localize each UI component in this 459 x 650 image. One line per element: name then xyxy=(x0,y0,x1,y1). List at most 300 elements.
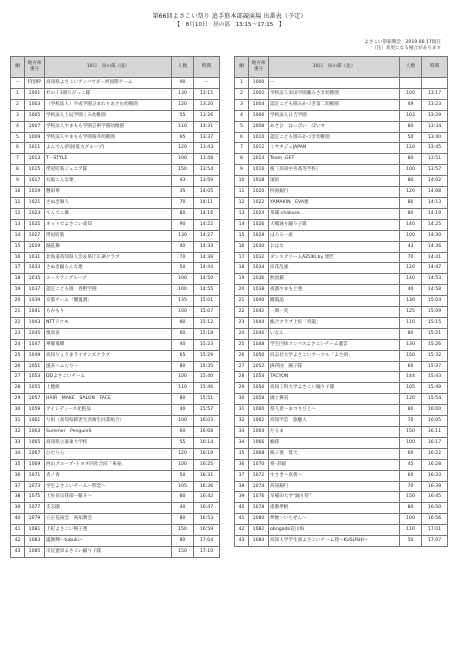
table-row xyxy=(235,121,448,132)
local-no-cell: 1059 xyxy=(25,405,45,416)
team-name-cell: 立正佼成会 高知教会 xyxy=(45,514,172,525)
order-cell: 18 xyxy=(11,274,25,285)
time-cell: 15:18 xyxy=(194,328,220,339)
time-cell: 15:37 xyxy=(422,361,448,372)
local-no-cell: 1047 xyxy=(25,339,45,350)
count-cell: 60 xyxy=(400,448,422,459)
local-no-cell: 1022 xyxy=(249,197,269,208)
local-no-cell: 1049 xyxy=(25,350,45,361)
count-cell: 100 xyxy=(172,274,194,285)
order-cell: 38 xyxy=(235,481,249,492)
order-cell: 12 xyxy=(11,208,25,219)
team-name-cell: 帯屋町筋 xyxy=(45,230,172,241)
time-cell: 14:33 xyxy=(194,241,220,252)
time-cell: 13:40 xyxy=(422,132,448,143)
time-cell: 13:31 xyxy=(194,121,220,132)
local-no-cell: 1066 xyxy=(249,437,269,448)
table-row xyxy=(235,263,448,274)
count-cell xyxy=(400,78,422,89)
order-cell: 24 xyxy=(11,339,25,350)
order-cell: 27 xyxy=(11,372,25,383)
time-cell: 13:54 xyxy=(194,165,220,176)
col-header-local-no: 地方車番号 xyxy=(249,57,269,78)
time-cell: 14:44 xyxy=(194,263,220,274)
time-cell: 15:15 xyxy=(422,317,448,328)
team-name-cell: 踊乱舞 xyxy=(45,241,172,252)
order-cell: 28 xyxy=(235,372,249,383)
order-cell: 23 xyxy=(235,317,249,328)
count-cell: 40 xyxy=(172,503,194,514)
order-cell: 29 xyxy=(235,383,249,394)
table-row xyxy=(11,143,220,154)
count-cell: 130 xyxy=(172,88,194,99)
local-no-cell: 1081 xyxy=(25,525,45,536)
time-cell: 15:54 xyxy=(422,394,448,405)
local-no-cell: 1045 xyxy=(25,328,45,339)
count-cell: 120 xyxy=(400,394,422,405)
order-cell: 31 xyxy=(235,405,249,416)
time-cell: 17:10 xyxy=(194,546,220,557)
time-cell: 15:09 xyxy=(422,307,448,318)
local-no-cell: 1021 xyxy=(25,197,45,208)
table-row xyxy=(11,241,220,252)
table-row xyxy=(235,405,448,416)
count-cell: 60 xyxy=(172,328,194,339)
team-name-cell: アイレディース化粧品 xyxy=(45,405,172,416)
count-cell: 150 xyxy=(400,492,422,503)
order-cell: 13 xyxy=(11,219,25,230)
count-cell: 40 xyxy=(172,241,194,252)
local-no-cell: 1027 xyxy=(25,230,45,241)
order-cell: 25 xyxy=(235,339,249,350)
table-row xyxy=(11,470,220,481)
count-cell: 80 xyxy=(400,328,422,339)
count-cell: 120 xyxy=(172,448,194,459)
count-cell: 150 xyxy=(400,427,422,438)
team-name-cell: 学校法人栄田学園腫みさき幼稚園 xyxy=(269,88,400,99)
team-name-cell: 嵐舞輝～tubuki～ xyxy=(45,536,172,547)
local-no-cell: 1004 xyxy=(249,99,269,110)
count-cell: 100 xyxy=(400,165,422,176)
local-no-cell: 1041 xyxy=(25,307,45,318)
time-cell: 15:57 xyxy=(194,405,220,416)
table-row xyxy=(11,448,220,459)
order-cell: 33 xyxy=(235,427,249,438)
time-cell: 13:43 xyxy=(194,143,220,154)
local-no-cell: 1009 xyxy=(25,132,45,143)
local-no-cell: 1076 xyxy=(249,492,269,503)
table-row xyxy=(11,427,220,438)
order-cell: 9 xyxy=(11,176,25,187)
order-cell: 8 xyxy=(235,154,249,165)
local-no-cell: 1015 xyxy=(25,165,45,176)
order-cell: 17 xyxy=(11,263,25,274)
time-cell: 16:05 xyxy=(422,416,448,427)
team-name-cell: 上町よさこい鳴子連 xyxy=(45,525,172,536)
team-name-cell: 國士舞双 xyxy=(269,394,400,405)
time-cell: 16:50 xyxy=(422,503,448,514)
time-cell: 15:26 xyxy=(422,339,448,350)
table-row xyxy=(11,132,220,143)
count-cell: 50 xyxy=(172,263,194,274)
table-row xyxy=(235,296,448,307)
order-cell: 14 xyxy=(235,219,249,230)
count-cell: 100 xyxy=(400,437,422,448)
time-cell: 14:08 xyxy=(422,187,448,198)
table-row xyxy=(11,285,220,296)
table-row xyxy=(11,536,220,547)
order-cell: 3 xyxy=(235,99,249,110)
table-row xyxy=(235,230,448,241)
table-row xyxy=(235,143,448,154)
local-no-cell: 1034 xyxy=(249,263,269,274)
team-name-cell: 高知県立嘉東大学校 xyxy=(45,437,172,448)
local-no-cell: 1026 xyxy=(249,219,269,230)
count-cell: 100 xyxy=(172,459,194,470)
change-notice: （注）変更になる場合があります xyxy=(372,46,441,52)
team-name-cell: ダンスグリームAZUKI by 建匠 xyxy=(269,252,400,263)
team-name-cell: 帯屋町筋ジュニア隊 xyxy=(45,165,172,176)
time-cell: 13:48 xyxy=(194,154,220,165)
order-cell: 13 xyxy=(235,208,249,219)
local-no-cell: 1072 xyxy=(249,470,269,481)
time-cell: 16:53 xyxy=(194,514,220,525)
count-cell: 120 xyxy=(172,99,194,110)
order-cell: 11 xyxy=(235,187,249,198)
team-name-cell: 桜（高知中央高等学校） xyxy=(269,165,400,176)
local-no-cell: 1060 xyxy=(249,405,269,416)
time-cell: 14:39 xyxy=(194,252,220,263)
local-no-cell: 1014 xyxy=(249,154,269,165)
table-row xyxy=(235,252,448,263)
count-cell: 100 xyxy=(400,514,422,525)
local-no-cell: 1032 xyxy=(249,252,269,263)
count-cell: 80 xyxy=(172,361,194,372)
time-cell: 13:17 xyxy=(422,88,448,99)
team-name-cell: 丸亀こんな連 xyxy=(45,176,172,187)
order-cell: 14 xyxy=(11,230,25,241)
time-cell: 14:16 xyxy=(194,208,220,219)
team-name-cell: 簸霞晶 xyxy=(269,296,400,307)
table-row xyxy=(11,110,220,121)
count-cell: 49 xyxy=(400,99,422,110)
order-cell: 12 xyxy=(235,197,249,208)
count-cell: 80 xyxy=(400,176,422,187)
south-schedule-table xyxy=(10,56,220,558)
local-no-cell: 1025 xyxy=(25,219,45,230)
order-cell: ー xyxy=(11,78,25,89)
count-cell: 130 xyxy=(400,296,422,307)
team-name-cell: 遙敬夢帆 xyxy=(269,503,400,514)
team-name-cell: あさひ はっぴい ぽいす xyxy=(269,121,400,132)
team-name-cell: 総合クラブ土佐「青龍」 xyxy=(269,317,400,328)
table-row xyxy=(235,208,448,219)
local-no-cell: 1053 xyxy=(25,372,45,383)
team-name-cell: ひだりら xyxy=(45,448,172,459)
time-cell: 16:33 xyxy=(422,470,448,481)
team-name-cell: Team .GET xyxy=(269,154,400,165)
count-cell: 45 xyxy=(400,459,422,470)
team-name-cell: （学校法人）平成学園ひまわりあさむ幼稚園 xyxy=(45,99,172,110)
count-cell: 140 xyxy=(400,219,422,230)
order-cell: 33 xyxy=(11,437,25,448)
team-name-cell: だるま xyxy=(269,427,400,438)
order-cell: 27 xyxy=(235,361,249,372)
time-cell: 15:12 xyxy=(194,317,220,328)
team-name-cell: 懸彩華 xyxy=(45,187,172,198)
table-row xyxy=(11,525,220,536)
team-name-cell: 西山グループ･トヨタ四社合同「車座」 xyxy=(45,459,172,470)
time-cell: 16:14 xyxy=(194,437,220,448)
time-cell: 14:05 xyxy=(194,187,220,198)
table-row xyxy=(11,252,220,263)
order-cell: 7 xyxy=(11,154,25,165)
time-cell: 16:19 xyxy=(194,448,220,459)
team-name-cell: 認定こども園みかづき幼稚園 xyxy=(269,132,400,143)
count-cell: 120 xyxy=(400,263,422,274)
order-cell: 15 xyxy=(11,241,25,252)
time-cell: 14:55 xyxy=(194,285,220,296)
count-cell: 150 xyxy=(172,546,194,557)
team-name-cell: 学校法人日吉学園 xyxy=(269,110,400,121)
order-cell: 30 xyxy=(11,405,25,416)
table-row xyxy=(11,546,220,557)
count-cell: 150 xyxy=(400,350,422,361)
table-row xyxy=(11,208,220,219)
local-no-cell: 1065 xyxy=(25,437,45,448)
time-cell: 16:45 xyxy=(422,492,448,503)
time-cell: 13:26 xyxy=(194,110,220,121)
col-header-count: 人数 xyxy=(172,57,194,78)
time-cell: 16:17 xyxy=(422,437,448,448)
order-cell: 16 xyxy=(11,252,25,263)
table-row xyxy=(11,459,220,470)
table-row xyxy=(235,88,448,99)
time-cell: 17:07 xyxy=(422,536,448,547)
time-cell: 16:11 xyxy=(422,427,448,438)
table-row xyxy=(235,285,448,296)
time-cell: 14:47 xyxy=(422,263,448,274)
local-no-cell: 1073 xyxy=(25,481,45,492)
table-row xyxy=(235,78,448,89)
col-header-local-no: 地方車番号 xyxy=(25,57,45,78)
local-no-cell: 1020 xyxy=(249,187,269,198)
count-cell: 40 xyxy=(172,405,194,416)
table-row xyxy=(235,481,448,492)
team-name-cell: 四国銀行 xyxy=(269,187,400,198)
north-schedule-table xyxy=(234,56,448,547)
order-cell: 28 xyxy=(11,383,25,394)
time-cell: 14:27 xyxy=(194,230,220,241)
order-cell: 7 xyxy=(235,143,249,154)
order-cell: 43 xyxy=(235,536,249,547)
publication-info xyxy=(364,40,441,53)
local-no-cell: 特別枠 xyxy=(25,78,45,89)
count-cell: 60 xyxy=(172,427,194,438)
team-name-cell: 上穂組 xyxy=(45,383,172,394)
team-name-cell: 涼花乱風 xyxy=(269,263,400,274)
team-name-cell: 慎真蛍 xyxy=(45,328,172,339)
team-name-cell: 高知工科大学よさこい踊り子隊 xyxy=(269,383,400,394)
local-no-cell: 1058 xyxy=(249,394,269,405)
team-name-cell: てんてこ舞 xyxy=(45,208,172,219)
local-no-cell: 1018 xyxy=(249,176,269,187)
count-cell: 70 xyxy=(172,197,194,208)
table-row xyxy=(235,339,448,350)
order-cell: 35 xyxy=(11,459,25,470)
team-name-cell: 学校法人やまもも学園桜井幼稚園 xyxy=(45,132,172,143)
order-cell: 23 xyxy=(11,328,25,339)
time-cell: 14:30 xyxy=(422,230,448,241)
order-cell: 21 xyxy=(11,307,25,318)
time-cell: 13:34 xyxy=(422,121,448,132)
time-cell: 14:22 xyxy=(194,219,220,230)
team-name-cell: 夜顔やまもと連 xyxy=(269,285,400,296)
local-no-cell: 1005 xyxy=(25,110,45,121)
time-cell: 16:47 xyxy=(194,503,220,514)
order-cell: 40 xyxy=(235,503,249,514)
table-row xyxy=(235,99,448,110)
team-name-cell: 支志團 xyxy=(45,503,172,514)
team-name-cell: 高知銀行 xyxy=(269,481,400,492)
col-header-count: 人数 xyxy=(400,57,422,78)
time-cell: 14:02 xyxy=(422,176,448,187)
order-cell: 34 xyxy=(235,437,249,448)
team-name-cell: 学校法人上辰学園くみ幼稚園 xyxy=(45,110,172,121)
local-no-cell: 1012 xyxy=(249,143,269,154)
time-cell: 16:56 xyxy=(422,514,448,525)
time-cell: 14:19 xyxy=(422,208,448,219)
order-cell: 32 xyxy=(235,416,249,427)
count-cell: 100 xyxy=(172,307,194,318)
order-cell: 34 xyxy=(11,448,25,459)
page-title: 第66回よさこい祭り 追手筋本部競演場 出番表（予定） xyxy=(152,13,307,20)
table-row xyxy=(11,361,220,372)
time-cell: 15:35 xyxy=(194,361,220,372)
team-name-cell: 祭人衆～まつりびと～ xyxy=(269,405,400,416)
local-no-cell: 1070 xyxy=(249,459,269,470)
count-cell: 100 xyxy=(400,88,422,99)
count-cell: 70 xyxy=(400,416,422,427)
time-cell: 15:01 xyxy=(194,296,220,307)
time-cell: 15:49 xyxy=(422,383,448,394)
table-row xyxy=(11,296,220,307)
count-cell: 55 xyxy=(172,437,194,448)
order-cell: 16 xyxy=(235,241,249,252)
time-cell xyxy=(422,78,448,89)
local-no-cell: 1085 xyxy=(25,546,45,557)
local-no-cell: 1029 xyxy=(25,241,45,252)
col-header-team-name: 10日 昼の部（南） xyxy=(45,57,172,78)
time-cell: 15:23 xyxy=(194,339,220,350)
local-no-cell: 1084 xyxy=(249,536,269,547)
team-name-cell: JR四国 踊子隊 xyxy=(269,361,400,372)
count-cell: 80 xyxy=(400,405,422,416)
order-cell: 15 xyxy=(235,230,249,241)
table-row xyxy=(11,274,220,285)
time-cell: 15:04 xyxy=(422,296,448,307)
order-cell: 41 xyxy=(235,514,249,525)
local-no-cell: 1030 xyxy=(249,241,269,252)
team-name-cell: エースワングループ xyxy=(45,274,172,285)
table-row xyxy=(235,503,448,514)
local-no-cell: 1063 xyxy=(25,427,45,438)
time-cell: 13:20 xyxy=(194,99,220,110)
local-no-cell: 1075 xyxy=(25,492,45,503)
count-cell: 100 xyxy=(400,230,422,241)
team-name-cell: DDよさこいチーム xyxy=(45,372,172,383)
team-name-cell: もかもり xyxy=(45,307,172,318)
table-row xyxy=(235,154,448,165)
local-no-cell: 1042 xyxy=(249,307,269,318)
count-cell: 70 xyxy=(400,481,422,492)
time-cell: 14:25 xyxy=(422,219,448,230)
count-cell: 130 xyxy=(400,339,422,350)
count-cell: 135 xyxy=(172,296,194,307)
local-no-cell: 1054 xyxy=(249,372,269,383)
local-no-cell: 1035 xyxy=(25,274,45,285)
count-cell: 50 xyxy=(400,536,422,547)
time-cell: 13:23 xyxy=(422,99,448,110)
local-no-cell: 1044 xyxy=(249,317,269,328)
local-no-cell: 1019 xyxy=(25,187,45,198)
time-cell: 16:08 xyxy=(194,427,220,438)
local-no-cell: 1046 xyxy=(249,328,269,339)
order-cell: 43 xyxy=(11,546,25,557)
count-cell: 80 xyxy=(172,394,194,405)
local-no-cell: 1040 xyxy=(249,296,269,307)
team-name-cell: 高知大学学生部よさこいチーム我～KUSUSHI～ xyxy=(269,536,400,547)
local-no-cell: 1080 xyxy=(249,514,269,525)
table-row xyxy=(11,307,220,318)
team-name-cell: 華舞鬼蝶 xyxy=(45,339,172,350)
order-cell: 4 xyxy=(11,121,25,132)
team-name-cell: 無国籍 xyxy=(269,274,400,285)
count-cell: 110 xyxy=(400,143,422,154)
count-cell: 50 xyxy=(172,470,194,481)
table-row xyxy=(235,416,448,427)
team-name-cell: 愛･彩媛 xyxy=(269,459,400,470)
time-cell: 14:13 xyxy=(422,197,448,208)
time-cell: ー xyxy=(194,78,220,89)
team-name-cell: 大橋通り踊り子隊 xyxy=(269,219,400,230)
order-cell: 41 xyxy=(11,525,25,536)
table-row xyxy=(11,339,220,350)
time-cell: 17:04 xyxy=(194,536,220,547)
local-no-cell: 1001 xyxy=(25,88,45,99)
team-name-cell: 学校法人やまもも学園芸術学園幼稚園 xyxy=(45,121,172,132)
col-header-time: 時間 xyxy=(422,57,448,78)
order-cell: 39 xyxy=(11,503,25,514)
order-cell: 37 xyxy=(235,470,249,481)
table-row xyxy=(11,503,220,514)
local-no-cell: 1048 xyxy=(249,339,269,350)
time-cell: 14:41 xyxy=(422,252,448,263)
count-cell: 125 xyxy=(400,307,422,318)
team-name-cell: TACYON xyxy=(269,372,400,383)
table-row xyxy=(235,197,448,208)
session-subtitle: 【 8月10日 昼の部 13:15～17:15 】 xyxy=(174,22,285,28)
count-cell: 120 xyxy=(400,187,422,198)
team-name-cell: 楠孫 xyxy=(269,437,400,448)
order-cell: 1 xyxy=(11,88,25,99)
organizer-date: よさこい祭振興会 2019.06.17現在 xyxy=(364,40,441,45)
time-cell: 16:28 xyxy=(422,459,448,470)
col-header-team-name: 10日 昼の部（北） xyxy=(269,57,400,78)
team-name-cell: 高知県よさこいアンバサダー絆国際チーム xyxy=(45,78,172,89)
order-cell: 40 xyxy=(11,514,25,525)
order-cell: 19 xyxy=(11,285,25,296)
